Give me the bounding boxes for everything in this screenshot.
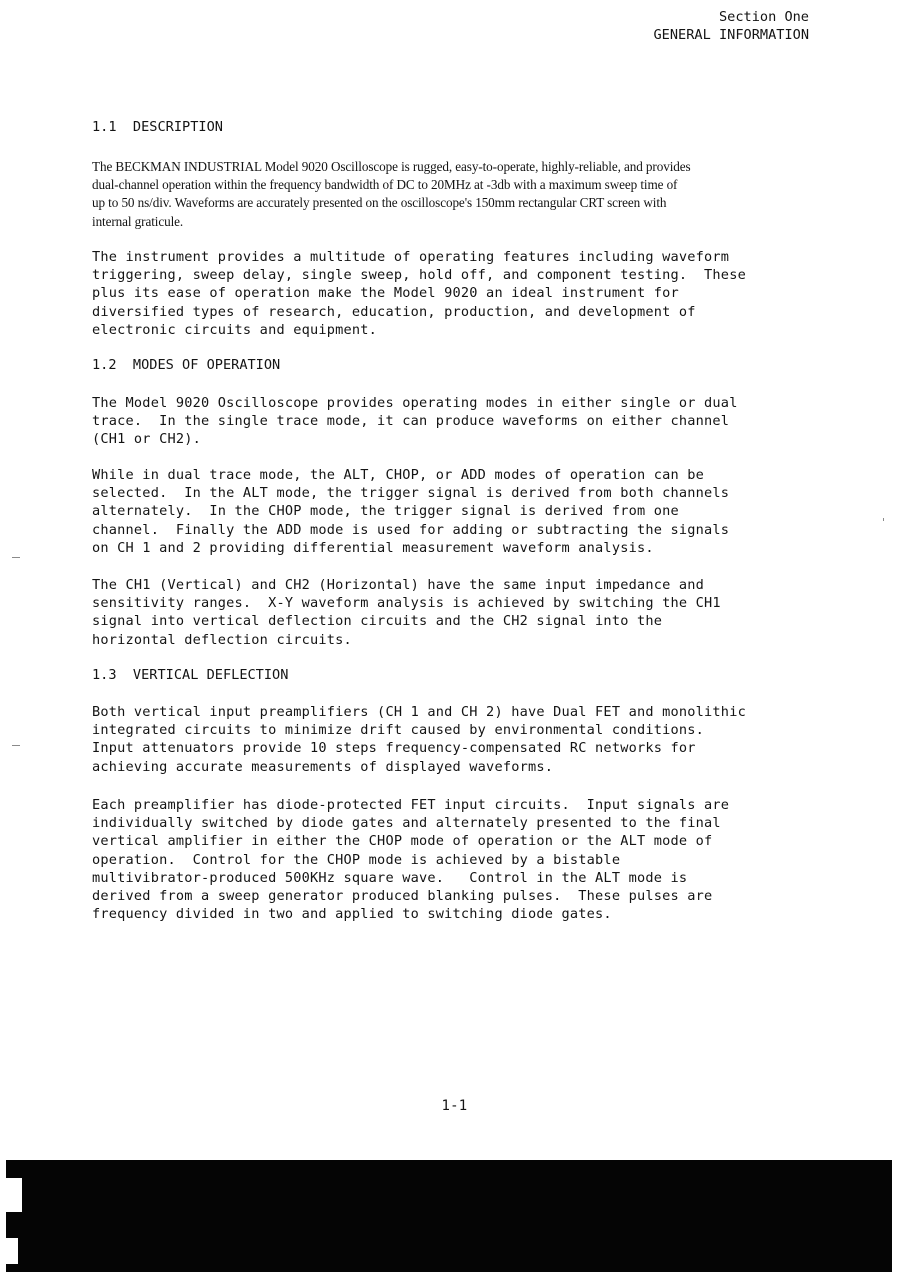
text-line: on CH 1 and 2 providing differential measurement waveform analysis. [92,539,654,556]
section-title: GENERAL INFORMATION [653,27,809,43]
section-header [654,8,810,44]
section-label: Section One [718,9,809,25]
heading-modes-of-operation: 1.2 MODES OF OPERATION [92,357,281,373]
text-line: horizontal deflection circuits. [92,631,352,648]
text-line: Input attenuators provide 10 steps frequency-compensated RC networks for [92,740,696,757]
text-line: achieving accurate measurements of displayed waveforms. [92,758,554,775]
text-line: trace. In the single trace mode, it can produce waveforms on either channel [92,413,730,430]
text-line: individually switched by diode gates and alternately presented to the final [92,815,721,832]
text-line: internal graticule. [92,213,184,229]
text-line: signal into vertical deflection circuits and the CH2 signal into the [92,613,663,630]
text-line: frequency divided in two and applied to switching diode gates. [92,906,612,923]
scan-speck [12,745,20,746]
text-line: The CH1 (Vertical) and CH2 (Horizontal) have the same input impedance and [92,577,705,593]
paragraph-xy-analysis [92,576,812,649]
scan-edge-notch [6,1238,18,1264]
heading-description: 1.1 DESCRIPTION [92,119,223,135]
text-line: triggering, sweep delay, single sweep, hold off, and component testing. These [92,267,746,284]
page-number: 1-1 [441,1098,468,1114]
scan-speck [883,518,884,521]
text-line: operation. Control for the CHOP mode is achieved by a bistable [92,851,621,868]
text-line: While in dual trace mode, the ALT, CHOP, or ADD modes of operation can be [92,467,705,483]
text-line: channel. Finally the ADD mode is used for adding or subtracting the signals [92,521,730,538]
scan-edge-notch [6,1178,22,1212]
paragraph-input-circuits [92,796,812,923]
paragraph-description-intro [92,158,822,231]
text-line: integrated circuits to minimize drift caused by environmental conditions. [92,722,705,739]
text-line: electronic circuits and equipment. [92,321,378,338]
text-line: dual-channel operation within the frequency bandwidth of DC to 20MHz at -3db with a maximum sweep time of [92,177,678,193]
scan-speck [12,557,20,558]
paragraph-dual-trace [92,466,812,557]
text-line: The Model 9020 Oscilloscope provides operating modes in either single or dual [92,395,738,411]
paragraph-modes-intro [92,394,812,449]
text-line: The BECKMAN INDUSTRIAL Model 9020 Oscilloscope is rugged, easy-to-operate, highly-reliable, and provides [92,159,691,174]
paragraph-preamplifiers [92,703,812,776]
scan-edge-bar [6,1160,892,1272]
text-line: plus its ease of operation make the Model 9020 an ideal instrument for [92,285,679,302]
text-line: multivibrator-produced 500KHz square wave. Control in the ALT mode is [92,869,688,886]
text-line: derived from a sweep generator produced blanking pulses. These pulses are [92,888,713,905]
paragraph-features [92,248,812,339]
text-line: The instrument provides a multitude of operating features including waveform [92,249,730,265]
text-line: Each preamplifier has diode-protected FET input circuits. Input signals are [92,797,730,813]
text-line: Both vertical input preamplifiers (CH 1 and CH 2) have Dual FET and monolithic [92,704,746,720]
text-line: vertical amplifier in either the CHOP mode of operation or the ALT mode of [92,833,713,850]
text-line: up to 50 ns/div. Waveforms are accurately presented on the oscilloscope's 150mm rectangular CRT screen with [92,195,667,211]
heading-vertical-deflection: 1.3 VERTICAL DEFLECTION [92,667,289,683]
text-line: diversified types of research, education, production, and development of [92,303,696,320]
text-line: alternately. In the CHOP mode, the trigger signal is derived from one [92,503,679,520]
text-line: selected. In the ALT mode, the trigger signal is derived from both channels [92,485,730,502]
text-line: sensitivity ranges. X-Y waveform analysis is achieved by switching the CH1 [92,595,721,612]
text-line: (CH1 or CH2). [92,431,201,448]
